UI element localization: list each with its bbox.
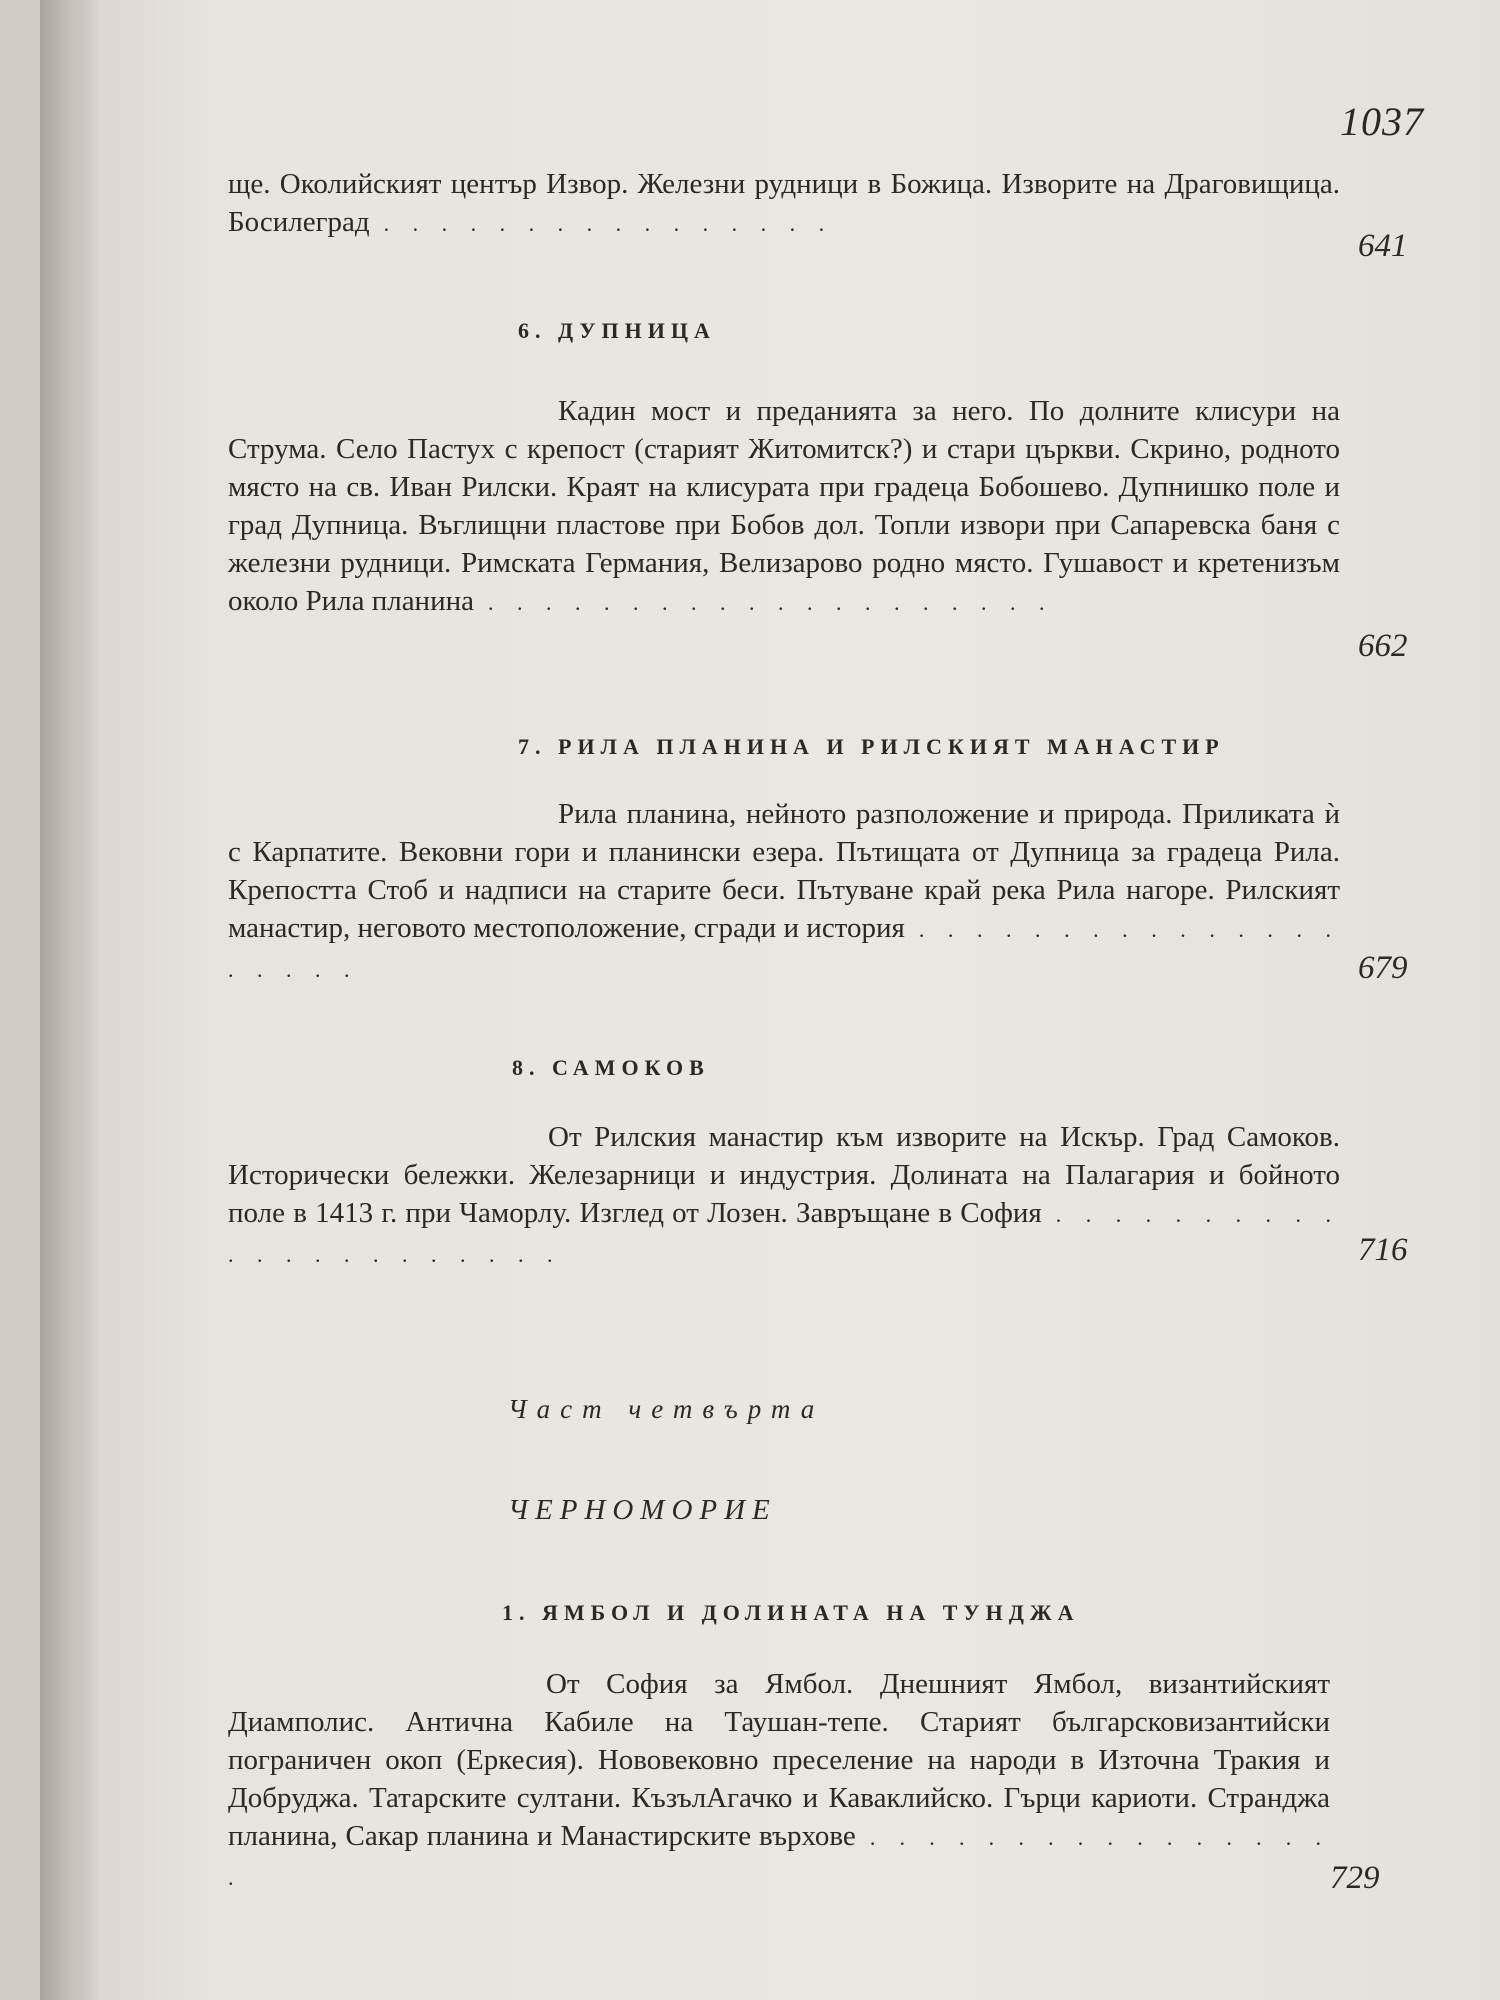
- toc-entry-text: От Рилския манастир към изворите на Искър. Град Самоков. Исторически бележки. Железарници и индустрия. Долината на Палагария и бойното поле в 1413 г. при Чаморлу. Изглед от Лозен. Завръщане в София . . . . . . . . . . . . . . . . . . . . . .: [228, 1121, 1340, 1267]
- toc-page-ref: 662: [1358, 628, 1408, 664]
- toc-entry-text: Рила планина, нейното разположение и природа. Приликата ѝ с Карпатите. Вековни гори и планински езера. Пътищата от Дупница за градеца Рила. Крепостта Стоб и надписи на старите беси. Пътуване край река Рила нагоре. Рилският манастир, неговото местоположение, сгради и история . . . . . . . . . . . . . . . . . . . .: [228, 798, 1340, 982]
- leader-dots: . . . . . . . . . . . . . . . . . . . . . .: [228, 1202, 1340, 1267]
- part-label: Част четвърта: [508, 1394, 825, 1424]
- section-heading: 8. САМОКОВ: [512, 1055, 710, 1080]
- book-gutter: [40, 0, 100, 2000]
- part-title: ЧЕРНОМОРИЕ: [508, 1494, 777, 1526]
- toc-entry-text: ще. Околийският център Извор. Железни рудници в Божица. Изворите на Драговищица. Босилеград . . . . . . . . . . . . . . . .: [228, 168, 1340, 238]
- toc-entry-text: Кадин мост и преданията за него. По долните клисури на Струма. Село Пастух с крепост (старият Житомитск?) и стари църкви. Скрино, родното място на св. Иван Рилски. Краят на клисурата при градеца Бобошево. Дупнишко поле и град Дупница. Въглищни пластове при Бобов дол. Топли извори при Сапаревска баня с железни рудници. Римската Германия, Велизарово родно място. Гушавост и кретенизъм около Рила планина . . . . . . . . . . . . . . . . . . . .: [228, 395, 1340, 617]
- leader-dots: . . . . . . . . . . . . . . . . . . . .: [228, 917, 1340, 982]
- leader-dots: . . . . . . . . . . . . . . . . .: [228, 1825, 1331, 1890]
- toc-page-ref: 716: [1358, 1232, 1408, 1268]
- toc-page-ref: 679: [1358, 950, 1408, 986]
- section-heading: 6. ДУПНИЦА: [518, 318, 716, 343]
- book-page: [40, 0, 1500, 2000]
- leader-dots: . . . . . . . . . . . . . . . .: [383, 211, 834, 236]
- page-number: 1037: [1340, 99, 1424, 144]
- toc-page-ref: 729: [1330, 1860, 1380, 1896]
- section-heading: 1. ЯМБОЛ И ДОЛИНАТА НА ТУНДЖА: [502, 1600, 1080, 1625]
- leader-dots: . . . . . . . . . . . . . . . . . . . .: [488, 590, 1054, 615]
- toc-entry-text: От София за Ямбол. Днешният Ямбол, византийският Диамполис. Антична Кабиле на Таушан-тепе. Старият българсковизантийски пограничен окоп (Еркесия). Нововековно преселение на народи в Източна Тракия и Добруджа. Татарските султани. КъзълАгачко и Каваклийско. Гърци кариоти. Странджа планина, Сакар планина и Манастирските върхове . . . . . . . . . . . . . . . . .: [228, 1668, 1331, 1890]
- section-heading: 7. РИЛА ПЛАНИНА И РИЛСКИЯТ МАНАСТИР: [518, 734, 1225, 759]
- toc-page-ref: 641: [1358, 228, 1408, 264]
